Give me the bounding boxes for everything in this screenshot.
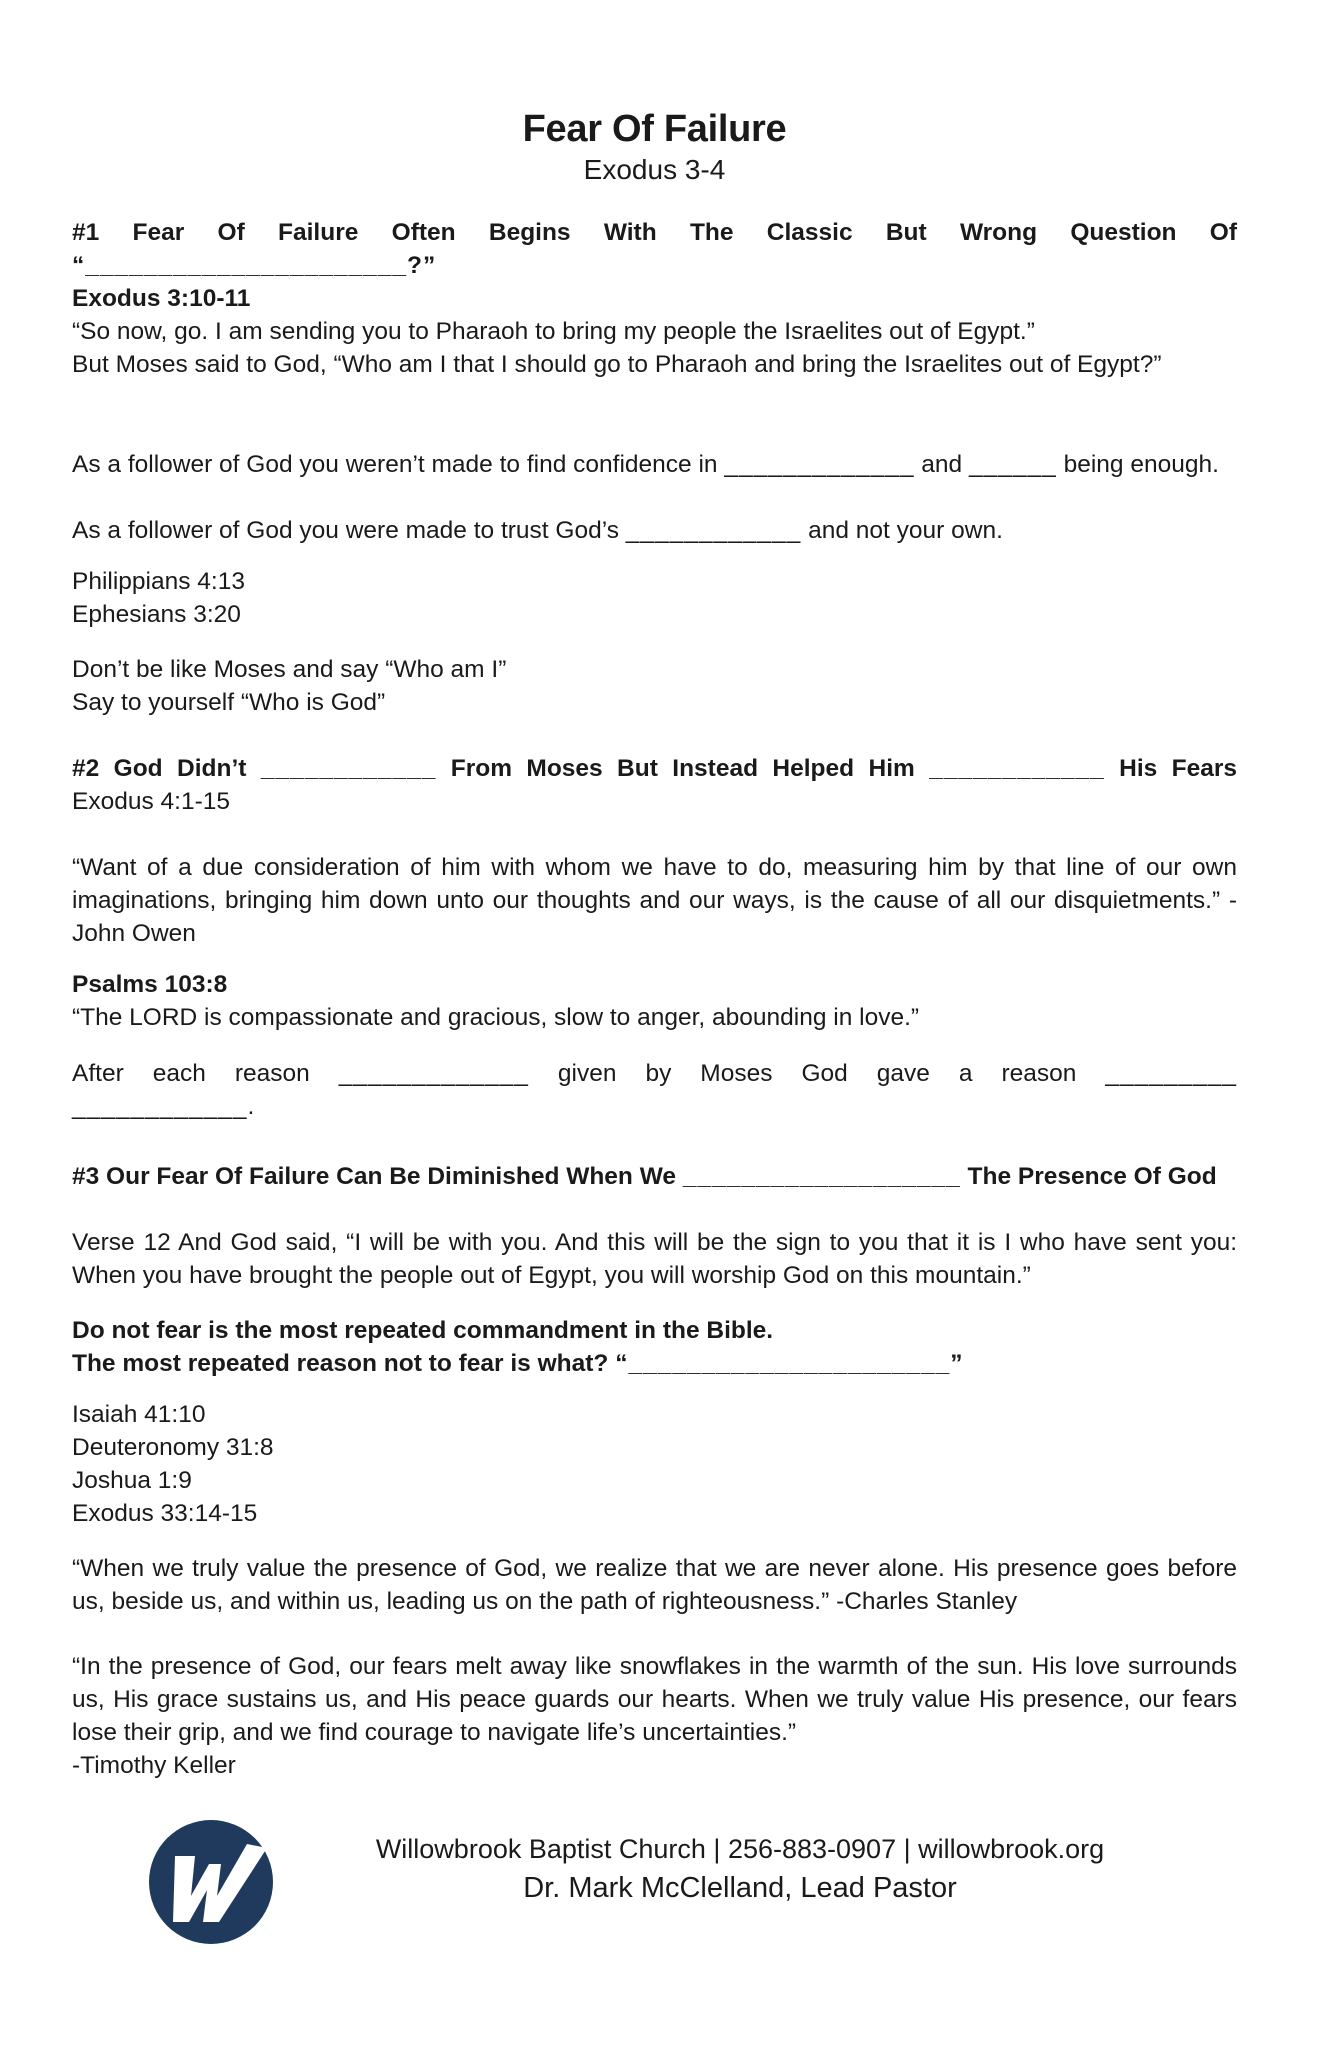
fill-text: and [921, 451, 963, 478]
heading-text: #2 God Didn’t [72, 755, 247, 782]
fill-blank[interactable]: ____________ [260, 755, 437, 782]
question-text: The most repeated reason not to fear is what? [72, 1350, 609, 1377]
page-subtitle: Exodus 3-4 [583, 154, 726, 185]
point2-reference: Exodus 4:1-15 [72, 788, 230, 815]
willowbrook-logo-icon [147, 1818, 275, 1946]
timothy-keller-author: -Timothy Keller [72, 1752, 236, 1779]
scripture-ref: Joshua 1:9 [72, 1467, 192, 1494]
fill-blank[interactable]: ______ [969, 451, 1057, 478]
point1-heading-blank[interactable] [72, 249, 1237, 282]
pastor-name: Dr. Mark McClelland, Lead Pastor [523, 1872, 957, 1904]
scripture-ref: Exodus 33:14-15 [72, 1500, 258, 1527]
scripture-ref: Isaiah 41:10 [72, 1401, 206, 1428]
fill-blank[interactable]: “______________________” [615, 1350, 964, 1377]
point1-fill-in-1 [72, 448, 1237, 481]
fill-text: being enough. [1063, 451, 1219, 478]
statement-commandment: Do not fear is the most repeated commandment in the Bible. [72, 1317, 774, 1344]
church-info: Willowbrook Baptist Church | 256-883-0907 | willowbrook.org [375, 1834, 1105, 1864]
fill-blank[interactable]: _________ [1105, 1060, 1238, 1087]
psalm-text: “The LORD is compassionate and gracious, slow to anger, abounding in love.” [72, 1004, 920, 1031]
point1-reference: Exodus 3:10-11 [72, 285, 251, 312]
fill-blank[interactable]: ____________ [929, 755, 1105, 782]
timothy-keller-quote: “In the presence of God, our fears melt away like snowflakes in the warmth of the sun. His love surrounds us, His grace sustains us, and His peace guards our hearts. When we truly value His presence, our fears lose their grip, and we find courage to navigate life’s uncertainties.” [72, 1653, 1237, 1746]
contrast-line: Say to yourself “Who is God” [72, 689, 386, 716]
verse-12: Verse 12 And God said, “I will be with you. And this will be the sign to you that it is I who have sent you: When you have brought the people out of Egypt, you will worship God on this mountain.” [72, 1229, 1237, 1289]
fill-blank[interactable]: _____________ [724, 451, 915, 478]
heading-text: His Fears [1119, 755, 1238, 782]
point1-heading-text: #1 Fear Of Failure Often Begins With The Classic But Wrong Question Of [72, 219, 1237, 246]
psalm-reference: Psalms 103:8 [72, 971, 228, 998]
footer [300, 1830, 1180, 1908]
fill-text: and not your own. [808, 517, 1003, 544]
heading-text: From Moses But Instead Helped Him [450, 755, 915, 782]
point1-verse-line1: “So now, go. I am sending you to Pharaoh to bring my people the Israelites out of Egypt.” [72, 318, 1035, 345]
fill-text: As a follower of God you were made to trust God’s [72, 517, 619, 544]
fill-text: After each reason [72, 1060, 310, 1087]
point1-fill-in-2 [72, 514, 1237, 547]
point1-verse-line2: But Moses said to God, “Who am I that I should go to Pharaoh and bring the Israelites out of Egypt?” [72, 351, 1162, 378]
heading-text: The Presence Of God [967, 1163, 1217, 1190]
scripture-ref: Ephesians 3:20 [72, 601, 241, 628]
heading-text: #3 Our Fear Of Failure Can Be Diminished When We [72, 1163, 677, 1190]
point1-answer-blank[interactable]: “______________________?” [72, 252, 437, 279]
fill-blank[interactable]: ____________. [72, 1093, 256, 1120]
fill-blank[interactable]: ____________ [625, 517, 802, 544]
point2-heading [72, 752, 1237, 785]
fill-blank[interactable]: ___________________ [682, 1163, 961, 1190]
scripture-ref: Philippians 4:13 [72, 568, 245, 595]
statement-question [72, 1347, 1237, 1380]
fill-text: given by Moses God gave a reason [557, 1060, 1077, 1087]
charles-stanley-quote: “When we truly value the presence of God, we realize that we are never alone. His presence goes before us, beside us, and within us, leading us on the path of righteousness.” -Charles Stanley [72, 1555, 1237, 1615]
fill-blank[interactable]: _____________ [338, 1060, 529, 1087]
page-title: Fear Of Failure [522, 108, 787, 150]
point2-fill-in [72, 1057, 1237, 1123]
scripture-ref: Deuteronomy 31:8 [72, 1434, 274, 1461]
point3-heading [72, 1160, 1237, 1193]
contrast-line: Don’t be like Moses and say “Who am I” [72, 656, 507, 683]
point1-heading [72, 216, 1237, 249]
john-owen-quote: “Want of a due consideration of him with whom we have to do, measuring him by that line of our own imaginations, bringing him down unto our thoughts and our ways, is the cause of all our disquietments.” -John Owen [72, 854, 1237, 947]
fill-text: As a follower of God you weren’t made to find confidence in [72, 451, 718, 478]
